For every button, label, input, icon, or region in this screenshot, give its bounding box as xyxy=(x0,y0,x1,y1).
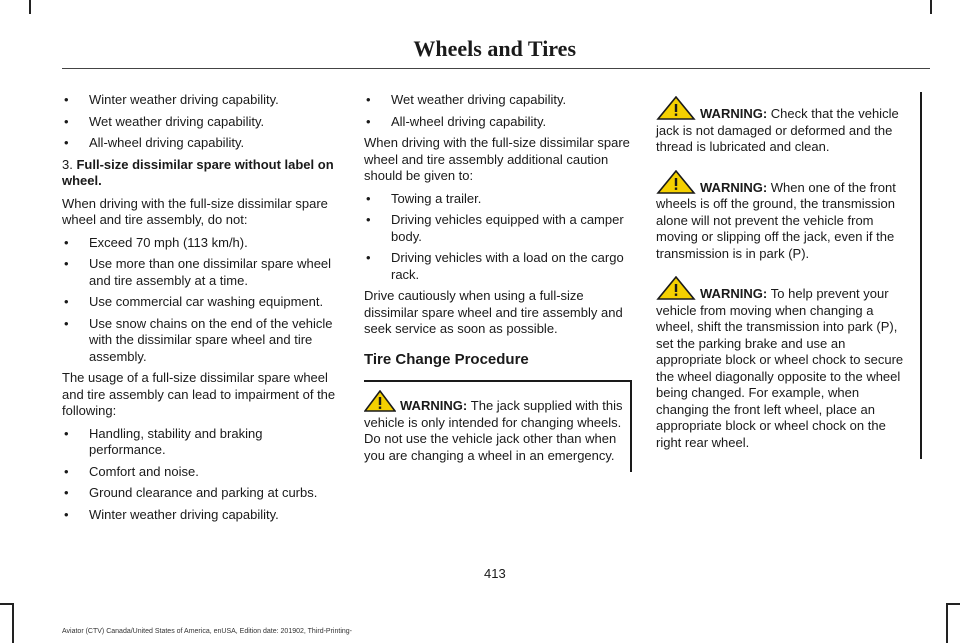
warning-item xyxy=(656,96,914,156)
list-item: • Exceed 70 mph (113 km/h). xyxy=(62,235,338,252)
footer-text: Aviator (CTV) Canada/United States of America, enUSA, Edition date: 201902, Third-Printing- xyxy=(62,628,353,635)
warning-item xyxy=(656,276,914,451)
list-item: • Use commercial car washing equipment. xyxy=(62,294,338,311)
warning-triangle-icon xyxy=(656,170,696,194)
list-item: • Wet weather driving capability. xyxy=(62,114,338,131)
page-title: Wheels and Tires xyxy=(413,36,576,61)
list-item: • Comfort and noise. xyxy=(62,464,338,481)
warning-item xyxy=(364,390,624,464)
list-item: • Wet weather driving capability. xyxy=(364,92,632,109)
warning-label: WARNING: xyxy=(700,179,771,195)
warning-box xyxy=(656,92,922,459)
item-title: Full-size dissimilar spare without label on wheel. xyxy=(62,156,334,188)
column-2 xyxy=(364,92,632,472)
list-item: • Handling, stability and braking performance. xyxy=(62,426,338,459)
list-item: • Use more than one dissimilar spare wheel and tire assembly at a time. xyxy=(62,256,338,289)
warning-text: Check that the vehicle jack is not damaged or deformed and the thread is lubricated and clean. xyxy=(656,106,899,154)
paragraph: When driving with the full-size dissimilar spare wheel and tire assembly, do not: xyxy=(62,195,328,227)
list-item: • All-wheel driving capability. xyxy=(62,135,338,152)
list-item: • All-wheel driving capability. xyxy=(364,114,632,131)
crop-mark-bottom-left-h xyxy=(0,603,14,605)
warning-item xyxy=(656,170,914,263)
paragraph: When driving with the full-size dissimilar spare wheel and tire assembly additional caution should be given to: xyxy=(364,135,630,183)
warning-triangle-icon xyxy=(656,276,696,300)
item-number: 3. xyxy=(62,156,73,172)
list-item: • Towing a trailer. xyxy=(364,191,632,208)
warning-triangle-icon xyxy=(656,96,696,120)
warning-label: WARNING: xyxy=(700,286,771,301)
numbered-item-3 xyxy=(62,157,338,190)
crop-mark-bottom-left-v xyxy=(12,603,14,643)
list-item: • Ground clearance and parking at curbs. xyxy=(62,485,338,502)
section-heading: Tire Change Procedure xyxy=(364,350,529,368)
page-number: 413 xyxy=(484,566,506,581)
list-item: • Use snow chains on the end of the vehicle with the dissimilar spare wheel and tire assembly. xyxy=(62,316,338,366)
paragraph: The usage of a full-size dissimilar spare wheel and tire assembly can lead to impairment of the following: xyxy=(62,370,336,418)
warning-label: WARNING: xyxy=(400,398,471,413)
list-item: • Winter weather driving capability. xyxy=(62,92,338,109)
column-3 xyxy=(656,92,922,459)
crop-mark-bottom-right-h xyxy=(946,603,960,605)
paragraph: Drive cautiously when using a full-size dissimilar spare wheel and tire assembly and seek service as soon as possible. xyxy=(364,288,623,336)
header-divider xyxy=(62,68,930,69)
warning-triangle-icon xyxy=(364,390,396,412)
warning-text: The jack supplied with this vehicle is only intended for changing wheels. Do not use the vehicle jack other than when you are changing a wheel in an emergency. xyxy=(364,398,623,463)
warning-label: WARNING: xyxy=(700,106,771,121)
warning-text: When one of the front wheels is off the ground, the transmission alone will not prevent the vehicle from moving or slipping off the jack, even if the transmission is in park (P). xyxy=(656,179,896,261)
crop-mark-top-left xyxy=(29,0,31,14)
list-item: • Winter weather driving capability. xyxy=(62,507,338,524)
warning-text: To help prevent your vehicle from moving when changing a wheel, shift the transmission into park (P), set the parking brake and use an appropriate block or wheel chock to secure the wheel diagonally opposite to the wheel being changed. For example, when changing the front left wheel, place an appropriate block or wheel chock on the right rear wheel. xyxy=(656,286,904,450)
list-item: • Driving vehicles equipped with a camper body. xyxy=(364,212,632,245)
crop-mark-top-right xyxy=(930,0,932,14)
crop-mark-bottom-right-v xyxy=(946,603,948,643)
column-1 xyxy=(62,92,338,528)
list-item: • Driving vehicles with a load on the cargo rack. xyxy=(364,250,632,283)
warning-box xyxy=(364,380,632,472)
